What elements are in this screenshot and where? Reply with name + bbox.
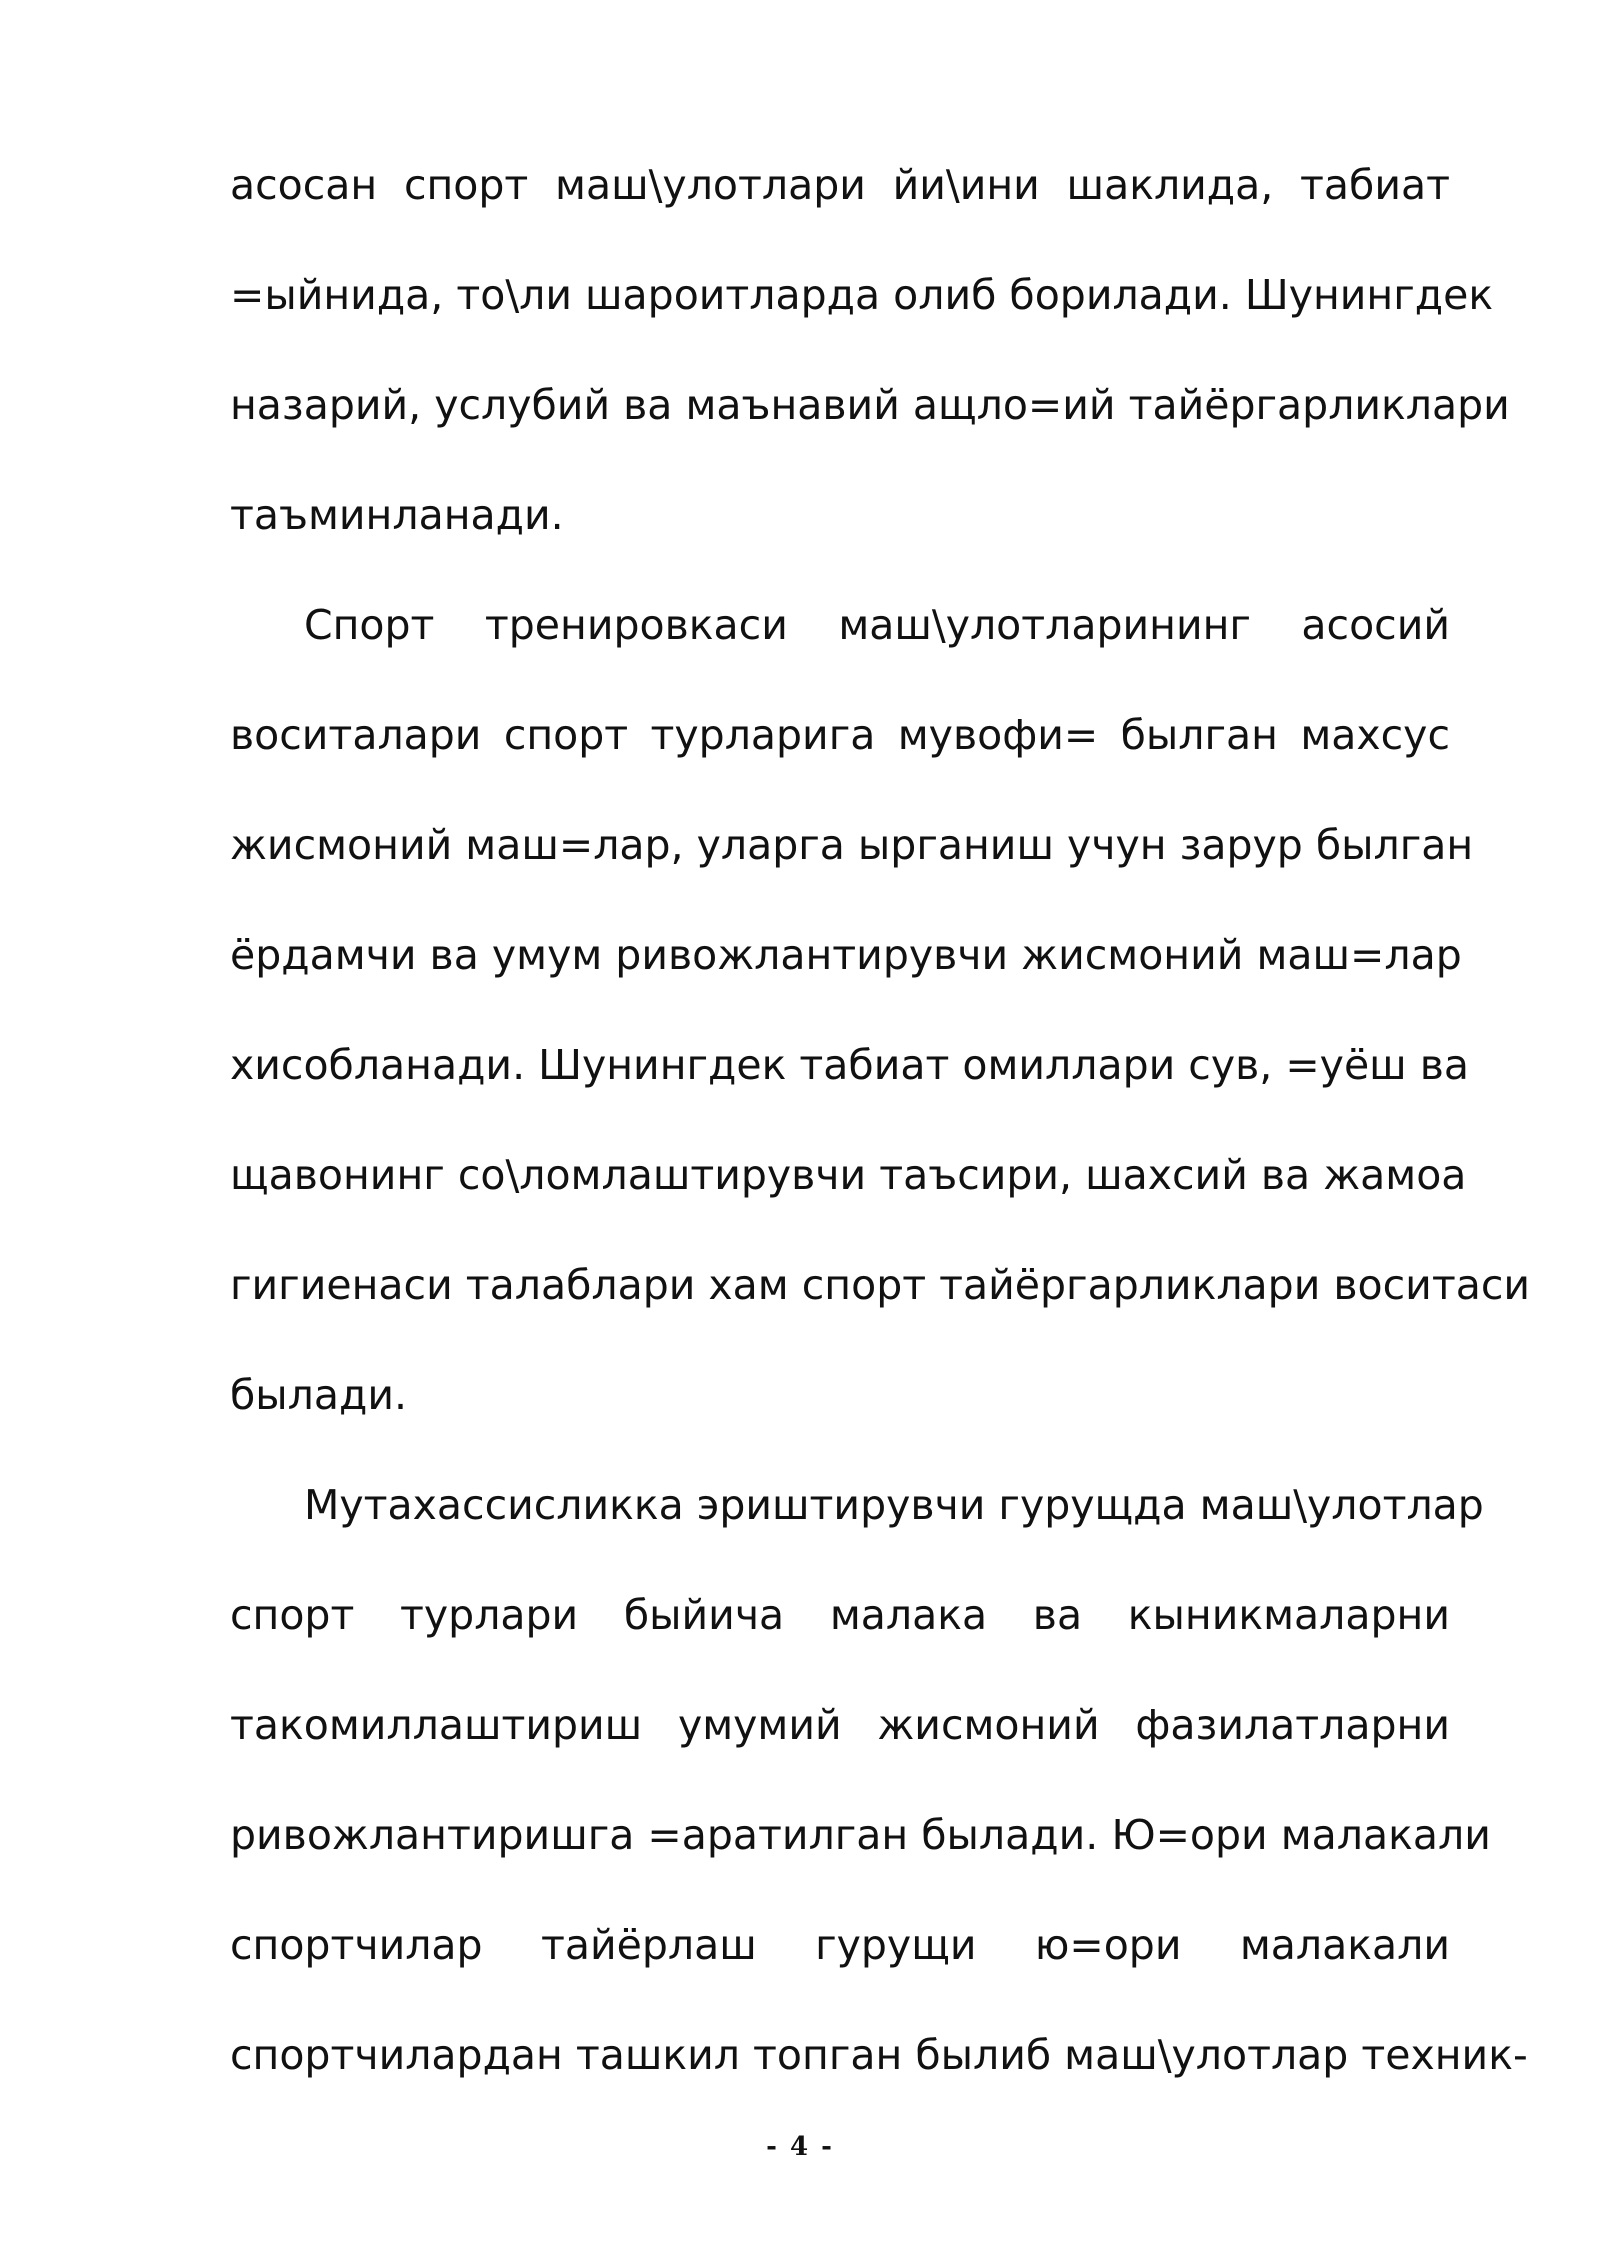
text-line: таъминланади. — [230, 491, 564, 539]
text-line: асосан спорт маш\улотлари йи\ини шаклида, табиат — [230, 161, 1450, 209]
text-line: ривожлантиришга =аратилган былади. Ю=ори малакали — [230, 1811, 1491, 1859]
text-line: ёрдамчи ва умум ривожлантирувчи жисмоний маш=лар — [230, 931, 1462, 979]
text-line: =ыйнида, то\ли шароитларда олиб борилади. Шунингдек — [230, 271, 1494, 319]
page-number: - 4 - — [766, 2132, 834, 2162]
text-line: хисобланади. Шунингдек табиат омиллари сув, =уёш ва — [230, 1041, 1470, 1089]
text-line: былади. — [230, 1371, 408, 1419]
text-line: такомиллаштириш умумий жисмоний фазилатларни — [230, 1701, 1450, 1749]
paragraph-first-line: Спорт тренировкаси маш\улотларининг асосий — [304, 601, 1450, 649]
body-text — [230, 140, 1531, 2120]
text-line: назарий, услубий ва маънавий ащло=ий тайёргарликлари — [230, 381, 1510, 429]
text-line: щавонинг со\ломлаштирувчи таъсири, шахсий ва жамоа — [230, 1151, 1467, 1199]
text-line: жисмоний маш=лар, уларга ырганиш учун зарур былган — [230, 821, 1474, 869]
text-line: спорт турлари быйича малака ва кыникмаларни — [230, 1591, 1450, 1639]
text-line: гигиенаси талаблари хам спорт тайёргарликлари воситаси — [230, 1261, 1531, 1309]
paragraph-first-line: Мутахассисликка эриштирувчи гурущда маш\улотлар — [304, 1481, 1484, 1529]
text-line: спортчилар тайёрлаш гурущи ю=ори малакали — [230, 1921, 1450, 1969]
text-line: спортчилардан ташкил топган былиб маш\улотлар техник- — [230, 2031, 1528, 2079]
text-line: воситалари спорт турларига мувофи= былган махсус — [230, 711, 1450, 759]
